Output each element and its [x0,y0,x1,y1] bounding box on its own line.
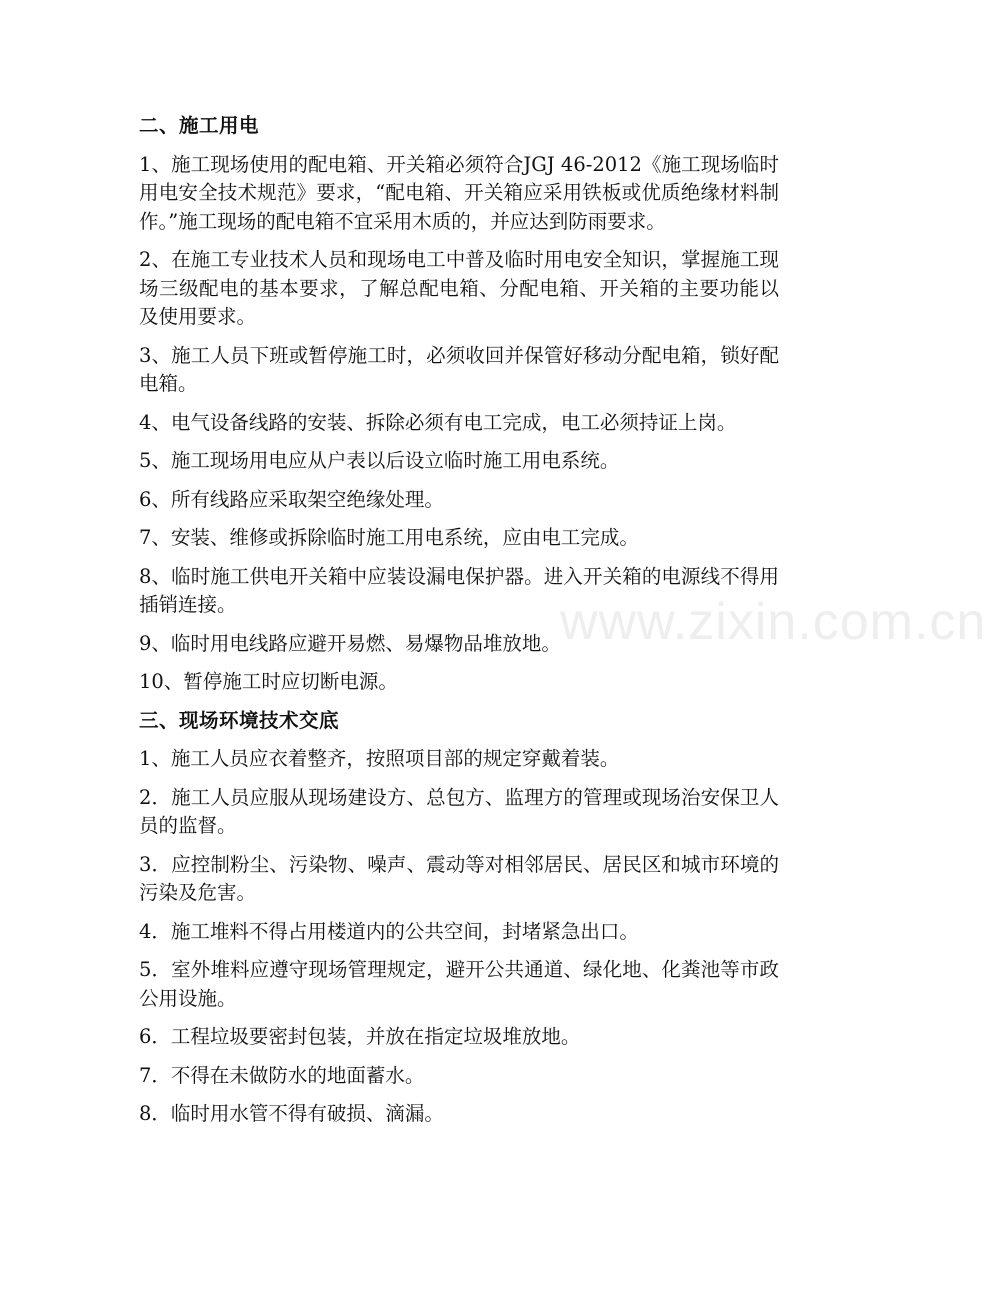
list-item: 5．室外堆料应遵守现场管理规定，避开公共通道、绿化地、化粪池等市政公用设施。 [139,958,779,1010]
list-item: 2、在施工专业技术人员和现场电工中普及临时用电安全知识，掌握施工现场三级配电的基本要求，了解总配电箱、分配电箱、开关箱的主要功能以及使用要求。 [139,248,779,328]
list-item: 9、临时用电线路应避开易燃、易爆物品堆放地。 [139,631,561,655]
list-item: 3、施工人员下班或暂停施工时，必须收回并保管好移动分配电箱，锁好配电箱。 [139,343,779,395]
list-item: 3．应控制粉尘、污染物、噪声、震动等对相邻居民、居民区和城市环境的污染及危害。 [139,852,779,904]
list-item: 4．施工堆料不得占用楼道内的公共空间，封堵紧急出口。 [139,919,639,943]
list-item: 10、暂停施工时应切断电源。 [139,670,398,693]
list-item: 6．工程垃圾要密封包装，并放在指定垃圾堆放地。 [139,1025,581,1048]
watermark-text: www.zixin.com.cn [560,593,986,651]
list-item: 5、施工现场用电应从户表以后设立临时施工用电系统。 [139,449,620,472]
list-item: 7、安装、维修或拆除临时施工用电系统，应由电工完成。 [139,526,639,549]
list-item: 8．临时用水管不得有破损、滴漏。 [139,1102,444,1125]
list-item: 8、临时施工供电开关箱中应装设漏电保护器。进入开关箱的电源线不得用插销连接。 [139,564,779,616]
list-item: 6、所有线路应采取架空绝缘处理。 [139,487,444,511]
section-heading-power: 二、施工用电 [139,114,260,137]
list-item: 1、施工人员应衣着整齐，按照项目部的规定穿戴着装。 [139,747,620,770]
list-item: 4、电气设备线路的安装、拆除必须有电工完成，电工必须持证上岗。 [139,410,737,434]
section-heading-environment: 三、现场环境技术交底 [139,708,340,732]
list-item: 7．不得在未做防水的地面蓄水。 [139,1063,425,1087]
list-item: 1、施工现场使用的配电箱、开关箱必须符合JGJ 46-2012《施工现场临时用电安全技术规范》要求，“配电箱、开关箱应采用铁板或优质绝缘材料制作。”施工现场的配电箱不宜采用木质的，并应达到防雨要求。 [139,152,779,233]
list-item: 2．施工人员应服从现场建设方、总包方、监理方的管理或现场治安保卫人员的监督。 [139,785,779,837]
